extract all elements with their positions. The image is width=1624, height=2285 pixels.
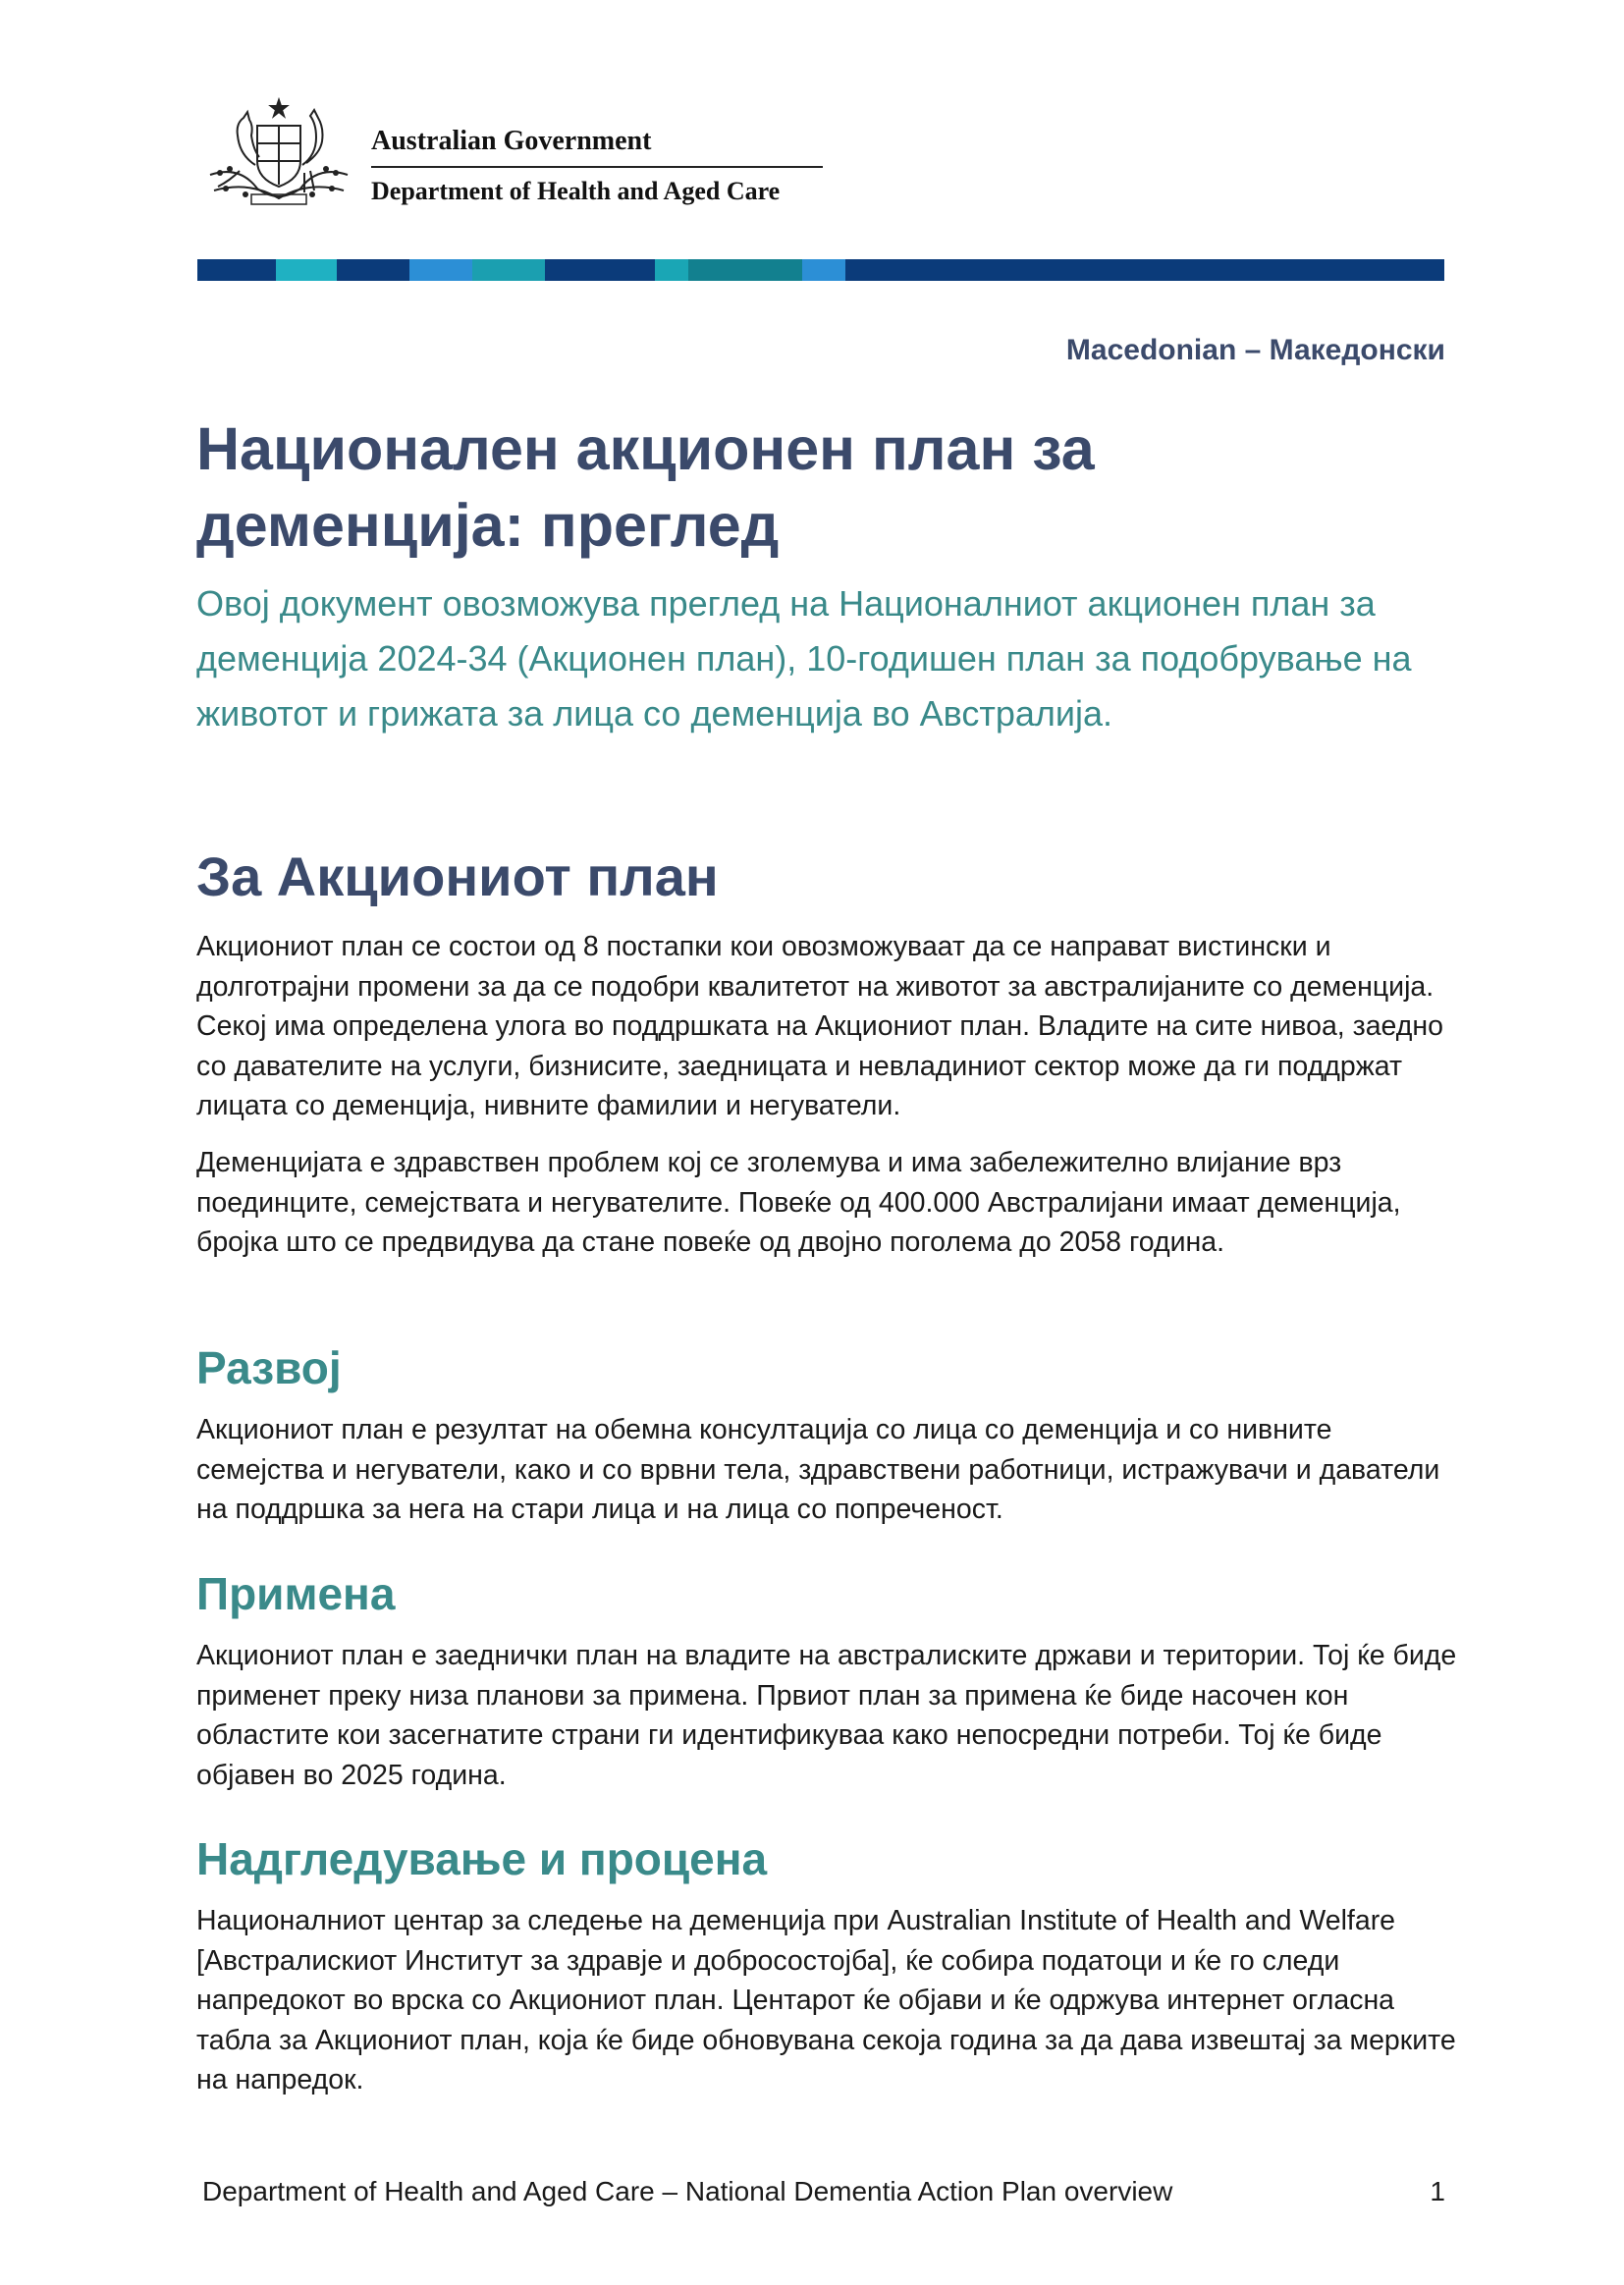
about-paragraph-1: Акциониот план се состои од 8 постапки кои овозможуваат да се направат вистински и долготрајни промени за да се подобри квалитетот на животот за австралијаните со деменција. Секој има определена улога во поддршката на Акциониот план. Владите на сите нивоа, заедно со давателите на услуги, бизнисите, заедницата и невладиниот сектор може да ги поддржат лицата со деменција, нивните фамилии и негуватели. — [196, 931, 1444, 1121]
logo-divider — [371, 166, 823, 168]
commonwealth-coat-of-arms-icon — [200, 96, 357, 212]
band-segment — [472, 259, 545, 281]
decorative-color-band — [197, 259, 1444, 281]
implementation-paragraph: Акциониот план е заеднички план на владите на австралиските држави и територии. Тој ќе биде применет преку низа планови за примена. Првиот план за примена ќе биде насочен кон областите кои засегнатите страни ги идентификуваа како непосредни потреби. Тој ќе биде објавен во 2025 година. — [196, 1640, 1457, 1791]
footer-text: Department of Health and Aged Care – National Dementia Action Plan overview — [202, 2176, 1173, 2206]
intro-paragraph: Овој документ овозможува преглед на Националниот акционен план за деменција 2024-34 (Акционен план), 10-годишен план за подобрување на животот и грижата за лица со деменција во Австралија. — [196, 583, 1412, 734]
about-paragraph-2: Деменцијата е здравствен проблем кој се зголемува и има забележително влијание врз поединците, семејствата и негувателите. Повеќе од 400.000 Австралијани имаат деменција, бројка што се предвидува да стане повеќе од двојно поголема до 2058 година. — [196, 1147, 1401, 1258]
page-title: Национален акционен план за деменција: преглед — [196, 415, 1095, 559]
department-name: Department of Health and Aged Care — [371, 177, 781, 205]
section-heading-development: Развој — [196, 1342, 342, 1393]
monitoring-paragraph: Националниот центар за следење на деменција при Australian Institute of Health and Welfare [Австралискиот Институт за здравје и добросостојба], ќе собира податоци и ќе го следи напредокот во врска со Акциониот план. Центарот ќе објави и ќе одржува интернет огласна табла за Акциониот план, која ќе биде обновувана секоја година за да дава извештај за мерките на напредок. — [196, 1905, 1456, 2095]
band-segment — [409, 259, 472, 281]
band-segment — [802, 259, 845, 281]
band-segment — [655, 259, 688, 281]
development-paragraph: Акциониот план е резултат на обемна консултација со лица со деменција и со нивните семејства и негуватели, како и со врвни тела, здравствени работници, истражувачи и даватели на поддршка за нега на стари лица и на лица со попреченост. — [196, 1414, 1440, 1525]
band-segment — [545, 259, 655, 281]
language-label: Macedonian – Македонски — [1065, 334, 1445, 366]
government-name: Australian Government — [371, 126, 652, 156]
page-number: 1 — [1430, 2176, 1445, 2206]
government-logo — [200, 96, 829, 214]
section-heading-about: За Акциониот план — [196, 845, 719, 907]
band-segment — [688, 259, 802, 281]
band-segment — [197, 259, 276, 281]
band-segment — [276, 259, 337, 281]
section-heading-monitoring: Надгледување и процена — [196, 1833, 768, 1884]
band-segment — [337, 259, 409, 281]
section-heading-implementation: Примена — [196, 1568, 396, 1619]
band-segment — [845, 259, 1444, 281]
